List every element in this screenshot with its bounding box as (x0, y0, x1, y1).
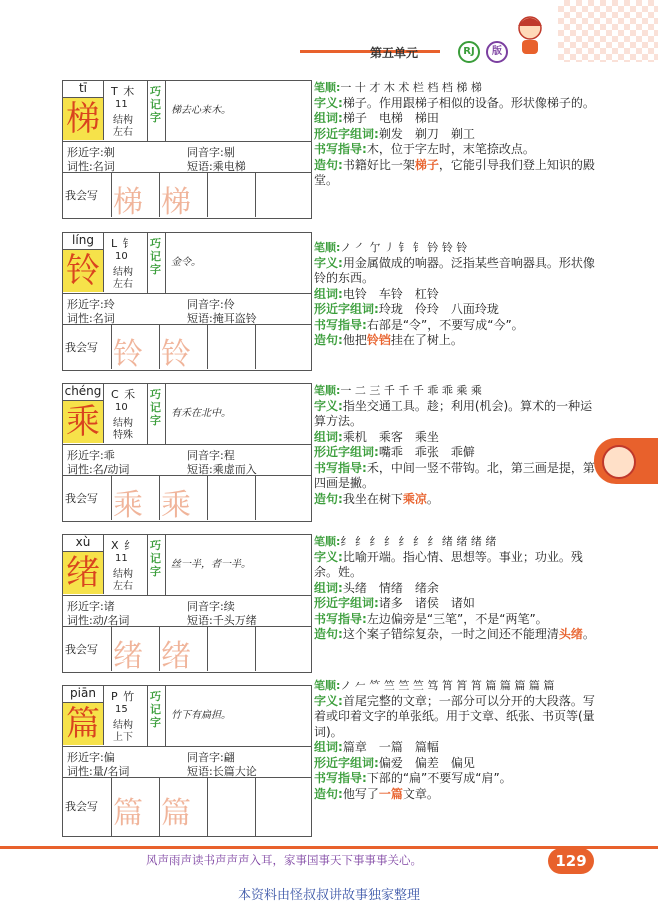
example-highlight: 一篇 (378, 786, 403, 801)
writing-guide: 下部的“扁”不要写成“肩”。 (366, 771, 512, 785)
mnemonic: 有禾在北中。 (171, 408, 231, 419)
structure-value: 上下 (113, 732, 133, 743)
radical: L 钅 (111, 237, 135, 250)
meaning: 用金属做成的响器。泛指某些音响器具。形状像铃的东西。 (314, 255, 595, 285)
part-of-speech: 词性:名词 (67, 312, 115, 325)
similar-char: 形近字:偏 (67, 751, 115, 764)
word-group: 篇章 一篇 篇幅 (342, 740, 439, 754)
part-of-speech: 词性:动/名词 (67, 614, 130, 627)
info-block-3: 笔顺:一 二 三 千 千 千 乖 乖 乘 乘 字义:指坐交通工具。趁；利用(机会)。算术的一种运算方法。 组词:乘机 乘客 乘坐 形近字组词:嘴乖 乖张 乖僻 书写指导:禾，中间一竖不带钩。北，第三画是提，第四画是撇。 造句:我坐在树下乘凉。 (314, 384, 595, 506)
pinyin: xù (63, 535, 104, 552)
stroke-count: 11 (115, 553, 128, 564)
stroke-order: 纟 纟 纟 纟 纟 纟 纟 绪 绪 绪 绪 (340, 535, 497, 548)
example-highlight: 梯子 (414, 157, 439, 172)
phrase: 短语:长篇大论 (187, 765, 257, 778)
mascot-icon (510, 14, 550, 58)
word-group: 梯子 电梯 梯田 (342, 111, 439, 125)
radical: P 竹 (111, 690, 136, 703)
homophone: 同音字:续 (187, 600, 235, 613)
stroke-order: ノ ㇒ 亇 ㇓ 钅 钅 钤 铃 铃 (340, 241, 468, 254)
char-card-2 (62, 232, 312, 371)
stroke-count: 15 (115, 704, 128, 715)
similar-char: 形近字:乖 (67, 449, 115, 462)
side-tab (594, 438, 658, 484)
mnemonic: 金令。 (171, 257, 201, 268)
mascot-face-icon (602, 445, 636, 479)
meaning: 比喻开端。指心情、思想等。事业；功业。残余。姓。 (314, 549, 583, 579)
write-label: 我会写 (65, 643, 98, 656)
structure-label: 结构 (113, 418, 133, 429)
structure-value: 左右 (113, 581, 133, 592)
char-card-5 (62, 685, 312, 837)
info-block-5: 笔顺:ノ 𠂉 𥫗 竺 竺 竺 笃 筲 筲 筲 篇 篇 篇 篇 篇 字义:首尾完整的文章；一部分可以分开的大段落。写着或印着文字的单张纸。用于文章、纸张、书页等(量词)。 组词:篇章 一篇 篇幅 形近字组词:偏爱 偏差 偏见 书写指导:下部的“扁”不要写成“肩”。 造句:他写了一篇文章。 (314, 679, 595, 801)
writing-guide: 左边偏旁是“三笔”，不是“两笔”。 (366, 611, 548, 626)
practice-char: 梯 (113, 185, 143, 220)
page-header (0, 0, 658, 62)
stroke-count: 10 (115, 402, 128, 413)
char-card-1 (62, 80, 312, 219)
practice-char: 铃 (161, 337, 191, 372)
pinyin: líng (63, 233, 104, 250)
phrase: 短语:千头万绪 (187, 614, 257, 627)
practice-char: 绪 (113, 639, 143, 674)
memory-trick-label: 巧记字 (150, 85, 161, 124)
meaning: 梯子。作用跟梯子相似的设备。形状像梯子的。 (342, 95, 595, 110)
memory-trick-label: 巧记字 (150, 388, 161, 427)
unit-label: 第五单元 (370, 46, 419, 60)
pinyin: piān (63, 686, 104, 703)
homophone: 同音字:翩 (187, 751, 235, 764)
stroke-count: 10 (115, 251, 128, 262)
big-character: 乘 (63, 401, 104, 443)
example-highlight: 乘凉 (402, 491, 427, 506)
part-of-speech: 词性:名/动词 (67, 463, 130, 476)
similar-words: 偏爱 偏差 偏见 (378, 755, 475, 770)
phrase: 短语:乘电梯 (187, 160, 246, 173)
example-highlight: 铃铛 (366, 333, 391, 347)
practice-char: 篇 (161, 796, 191, 831)
phrase: 短语:乘虚而入 (187, 463, 257, 476)
big-character: 绪 (63, 552, 104, 594)
structure-value: 特殊 (113, 430, 133, 441)
practice-char: 绪 (161, 639, 191, 674)
structure-label: 结构 (113, 115, 133, 126)
checker-decoration (558, 0, 658, 62)
edition-badge-ban: 版 (486, 41, 508, 63)
write-label: 我会写 (65, 189, 98, 202)
stroke-order: 一 十 才 木 术 栏 档 档 梯 梯 (340, 81, 482, 94)
info-block-1: 笔顺:一 十 才 木 术 栏 档 档 梯 梯 字义:梯子。作用跟梯子相似的设备。形状像梯子的。 组词:梯子 电梯 梯田 形近字组词:剃发 剃刀 剃工 书写指导:木，位于字左时，末笔捺改点。 造句:书籍好比一架梯子，它能引导我们登上知识的殿堂。 (314, 81, 595, 187)
structure-label: 结构 (113, 720, 133, 731)
practice-char: 乘 (161, 488, 191, 523)
writing-guide: 禾，中间一竖不带钩。北，第三画是提，第四画是撇。 (314, 460, 595, 490)
practice-char: 篇 (113, 796, 143, 831)
structure-label: 结构 (113, 267, 133, 278)
homophone: 同音字:程 (187, 449, 235, 462)
structure-value: 左右 (113, 127, 133, 138)
mnemonic: 竹下有扁担。 (171, 710, 231, 721)
homophone: 同音字:伶 (187, 298, 235, 311)
memory-trick-label: 巧记字 (150, 690, 161, 729)
writing-guide: 右部是“令”，不要写成“今”。 (366, 317, 524, 332)
radical: C 禾 (111, 388, 137, 401)
stroke-order: ノ 𠂉 𥫗 竺 竺 竺 笃 筲 筲 筲 篇 篇 篇 篇 篇 (340, 679, 555, 692)
similar-words: 嘴乖 乖张 乖僻 (378, 445, 475, 459)
pinyin: tī (63, 81, 104, 98)
write-label: 我会写 (65, 341, 98, 354)
credit-text: 本资料由怪叔叔讲故事独家整理 (237, 888, 420, 903)
word-group: 乘机 乘客 乘坐 (342, 429, 439, 444)
similar-char: 形近字:诸 (67, 600, 115, 613)
practice-char: 梯 (161, 185, 191, 220)
similar-char: 形近字:剃 (67, 146, 115, 159)
info-block-4: 笔顺:纟 纟 纟 纟 纟 纟 纟 绪 绪 绪 绪 字义:比喻开端。指心情、思想等。事业；功业。残余。姓。 组词:头绪 情绪 绪余 形近字组词:诸多 诸侯 诸如 书写指导:左边偏旁是“三笔”，不是“两笔”。 造句:这个案子错综复杂，一时之间还不能理清头绪。 (314, 535, 595, 641)
similar-char: 形近字:玲 (67, 298, 115, 311)
radical: T 木 (111, 85, 136, 98)
memory-trick-label: 巧记字 (150, 539, 161, 578)
similar-words: 剃发 剃刀 剃工 (378, 126, 475, 141)
similar-words: 诸多 诸侯 诸如 (378, 596, 475, 610)
big-character: 篇 (63, 703, 104, 745)
big-character: 梯 (63, 98, 104, 140)
radical: X 纟 (111, 539, 137, 552)
stroke-count: 11 (115, 99, 128, 110)
practice-char: 乘 (113, 488, 143, 523)
meaning: 首尾完整的文章；一部分可以分开的大段落。写着或印着文字的单张纸。用于文章、纸张、书页等(量词)。 (314, 693, 595, 739)
part-of-speech: 词性:量/名词 (67, 765, 130, 778)
page-number: 129 (548, 848, 594, 874)
footer-slogan: 风声雨声读书声声声入耳，家事国事天下事事事关心。 (146, 853, 422, 867)
memory-trick-label: 巧记字 (150, 237, 161, 276)
pinyin: chéng (63, 384, 104, 401)
edition-badge-rj: RJ (458, 41, 480, 63)
structure-label: 结构 (113, 569, 133, 580)
mnemonic: 梯去心来木。 (171, 105, 231, 116)
char-card-4 (62, 534, 312, 673)
info-block-2: 笔顺:ノ ㇒ 亇 ㇓ 钅 钅 钤 铃 铃 字义:用金属做成的响器。泛指某些音响器具。形状像铃的东西。 组词:电铃 车铃 杠铃 形近字组词:玲珑 伶玲 八面玲珑 书写指导:右部是“令”，不要写成“今”。 造句:他把铃铛挂在了树上。 (314, 241, 595, 347)
practice-char: 铃 (113, 337, 143, 372)
meaning: 指坐交通工具。趁；利用(机会)。算术的一种运算方法。 (314, 398, 593, 428)
stroke-order: 一 二 三 千 千 千 乖 乖 乘 乘 (340, 384, 482, 397)
mnemonic: 丝一半，者一半。 (171, 559, 251, 570)
structure-value: 左右 (113, 279, 133, 290)
char-card-3 (62, 383, 312, 522)
part-of-speech: 词性:名词 (67, 160, 115, 173)
write-label: 我会写 (65, 800, 98, 813)
homophone: 同音字:剔 (187, 146, 235, 159)
phrase: 短语:掩耳盗铃 (187, 312, 257, 325)
writing-guide: 木，位于字左时，末笔捺改点。 (366, 142, 535, 156)
word-group: 头绪 情绪 绪余 (342, 580, 439, 595)
write-label: 我会写 (65, 492, 98, 505)
similar-words: 玲珑 伶玲 八面玲珑 (378, 302, 499, 316)
word-group: 电铃 车铃 杠铃 (342, 286, 439, 301)
big-character: 铃 (63, 250, 104, 292)
example-highlight: 头绪 (558, 627, 583, 641)
